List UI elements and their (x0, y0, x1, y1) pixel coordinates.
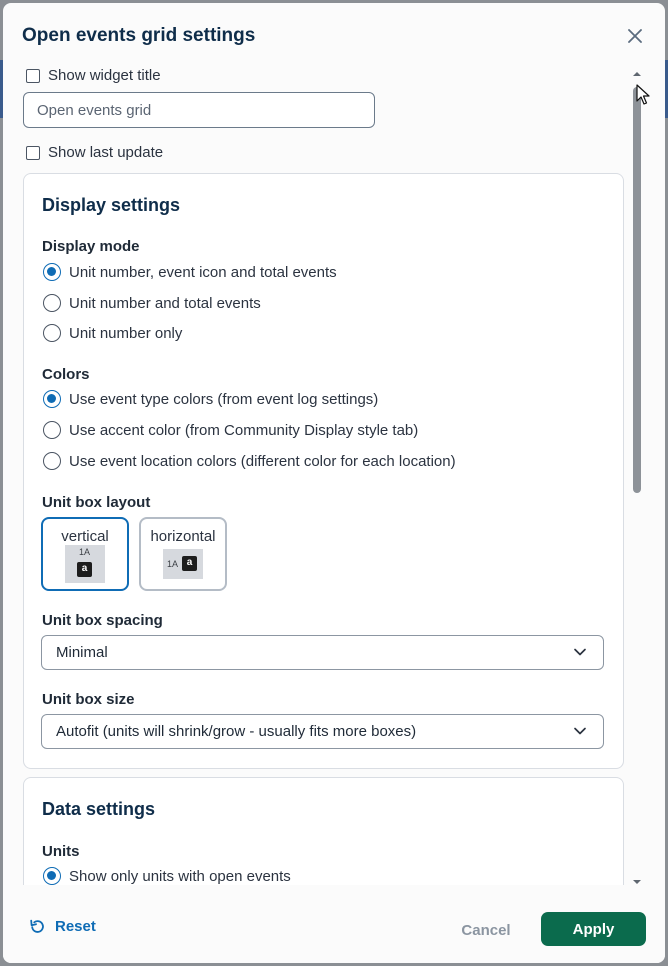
settings-dialog (3, 3, 665, 963)
units-label: Units (42, 843, 80, 860)
colors-option[interactable] (43, 421, 418, 439)
display-mode-option-label: Unit number, event icon and total events (69, 263, 337, 281)
amazon-icon: a (77, 562, 92, 577)
cancel-button[interactable]: Cancel (449, 913, 523, 947)
show-widget-title-label: Show widget title (48, 67, 161, 84)
mouse-cursor-icon (636, 84, 650, 106)
chevron-down-icon (573, 724, 587, 738)
unit-box-spacing-select[interactable] (41, 635, 604, 670)
units-option[interactable] (43, 867, 291, 885)
preview-unit-number: 1A (79, 547, 91, 557)
show-last-update-checkbox[interactable] (26, 146, 40, 160)
scroll-up-icon[interactable] (630, 69, 644, 79)
unit-box-layout-label: Unit box layout (42, 494, 151, 511)
colors-label: Colors (42, 366, 90, 383)
preview-unit-number: 1A (167, 559, 179, 569)
radio-button[interactable] (43, 421, 61, 439)
colors-option-label: Use accent color (from Community Display style tab) (69, 421, 419, 439)
scrollbar-thumb[interactable] (633, 87, 641, 493)
reset-button[interactable] (29, 918, 96, 935)
horizontal-layout-preview (163, 549, 203, 579)
unit-box-size-value: Autofit (units will shrink/grow - usually fits more boxes) (56, 723, 417, 740)
unit-box-size-select[interactable] (41, 714, 604, 749)
show-last-update-label: Show last update (48, 144, 164, 161)
reset-label: Reset (55, 918, 96, 935)
amazon-icon: a (182, 556, 197, 571)
scrollbar[interactable] (630, 69, 644, 887)
settings-scroll-area[interactable] (3, 63, 665, 885)
show-widget-title-checkbox[interactable] (26, 69, 40, 83)
radio-button[interactable] (43, 867, 61, 885)
unit-box-spacing-value: Minimal (56, 644, 108, 661)
radio-button[interactable] (43, 263, 61, 281)
radio-button[interactable] (43, 452, 61, 470)
colors-option[interactable] (43, 452, 456, 470)
unit-box-size-label: Unit box size (42, 691, 135, 708)
display-mode-option[interactable] (43, 324, 182, 342)
display-mode-label: Display mode (42, 238, 140, 255)
radio-button[interactable] (43, 294, 61, 312)
vertical-layout-preview (65, 545, 105, 583)
display-settings-card (23, 173, 624, 769)
apply-button[interactable]: Apply (541, 912, 646, 946)
dialog-title: Open events grid settings (22, 25, 256, 46)
chevron-down-icon (573, 645, 587, 659)
radio-button[interactable] (43, 390, 61, 408)
display-mode-option-label: Unit number only (69, 324, 183, 342)
colors-option[interactable] (43, 390, 378, 408)
data-settings-card (23, 777, 624, 885)
layout-option-vertical[interactable] (41, 517, 129, 591)
units-option-label: Show only units with open events (69, 867, 291, 885)
layout-option-label: horizontal (150, 528, 216, 545)
show-widget-title-option[interactable] (26, 67, 161, 84)
close-icon (622, 23, 648, 49)
colors-option-label: Use event location colors (different color for each location) (69, 452, 456, 470)
close-button[interactable] (622, 23, 648, 49)
colors-option-label: Use event type colors (from event log settings) (69, 390, 379, 408)
show-last-update-option[interactable] (26, 144, 163, 161)
display-mode-option-label: Unit number and total events (69, 294, 261, 312)
layout-option-label: vertical (61, 528, 109, 545)
dialog-footer (3, 885, 665, 963)
radio-button[interactable] (43, 324, 61, 342)
display-mode-option[interactable] (43, 294, 261, 312)
unit-box-spacing-label: Unit box spacing (42, 612, 163, 629)
display-settings-title: Display settings (42, 195, 181, 215)
reset-icon (29, 918, 46, 935)
display-mode-option[interactable] (43, 263, 337, 281)
data-settings-title: Data settings (42, 799, 156, 819)
layout-option-horizontal[interactable] (139, 517, 227, 591)
widget-title-input[interactable] (23, 92, 375, 128)
